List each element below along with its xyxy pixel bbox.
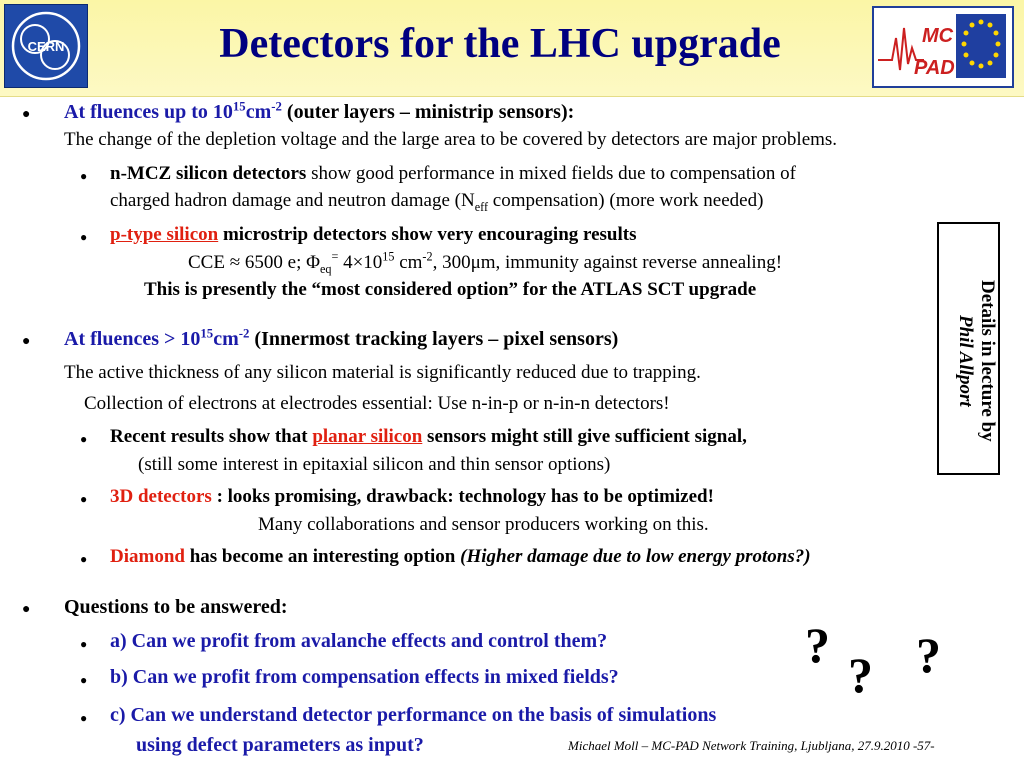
- section1-heading: [64, 101, 574, 124]
- bullet-icon: ●: [22, 107, 31, 122]
- lecture-reference-box: [937, 222, 1000, 475]
- section3-heading: Questions to be answered:: [64, 596, 288, 618]
- s2-b2-rest: : looks promising, drawback: technology has to be optimized!: [211, 486, 714, 507]
- cern-logo-text: CERN: [27, 39, 65, 54]
- s2-b1-b: sensors might still give sufficient signal,: [422, 426, 747, 447]
- question-b: b) Can we profit from compensation effects in mixed fields?: [110, 666, 619, 688]
- bullet-icon: ●: [80, 552, 88, 566]
- footer-credit: Michael Moll – MC-PAD Network Training, Ljubljana, 27.9.2010 -57-: [568, 738, 935, 753]
- s1-cce-sup3: -2: [422, 249, 433, 264]
- cern-logo: [4, 4, 88, 88]
- section2-description1: The active thickness of any silicon material is significantly reduced due to trapping.: [64, 362, 701, 383]
- bullet-icon: ●: [80, 492, 88, 506]
- s1-cce-d: , 300μm, immunity against reverse annealing!: [432, 252, 783, 273]
- s2-head-c: (Innermost tracking layers – pixel sensors): [249, 328, 619, 350]
- question-mark-3: ?: [916, 627, 941, 683]
- question-a: a) Can we profit from avalanche effects and control them?: [110, 630, 608, 652]
- s1-cce-sup2: 15: [382, 249, 395, 264]
- s1-bullet1-line2: [110, 190, 763, 212]
- s1-b1-line2-sub: eff: [474, 199, 489, 214]
- s1-cce-line: [188, 249, 783, 276]
- page-title: Detectors for the LHC upgrade: [219, 21, 781, 67]
- s1-b1-line2-b: compensation) (more work needed): [488, 190, 764, 211]
- s1-b1-bold: n-MCZ silicon detectors: [110, 163, 307, 184]
- s1-atlas-line: This is presently the “most considered option” for the ATLAS SCT upgrade: [144, 279, 757, 300]
- s2-bullet1-sub: (still some interest in epitaxial silicon and thin sensor options): [138, 454, 611, 475]
- s1-head-sup: 15: [232, 99, 246, 114]
- s1-bullet2: [110, 224, 637, 246]
- section2-heading: [64, 328, 618, 351]
- s1-head-b: cm: [245, 101, 272, 123]
- s2-b3-rest: has become an interesting option: [184, 546, 461, 567]
- s2-head-sup: 15: [200, 326, 214, 341]
- bullet-icon: ●: [80, 711, 88, 725]
- bullet-icon: ●: [22, 334, 31, 349]
- s2-b3-italic: (Higher damage due to low energy protons?): [460, 546, 811, 567]
- s2-bullet2-sub: Many collaborations and sensor producers working on this.: [258, 514, 709, 535]
- s2-bullet1: [110, 426, 747, 448]
- s2-b2-red: 3D detectors: [110, 486, 212, 507]
- s1-b1-rest: show good performance in mixed fields due to compensation of: [306, 163, 796, 184]
- s1-cce-sub: eq: [319, 261, 332, 276]
- s1-head-a: At fluences up to 10: [64, 101, 233, 123]
- s2-bullet3: [110, 546, 811, 568]
- question-mark-1: ?: [805, 617, 830, 673]
- sidebox-line1: Details in lecture by: [977, 279, 998, 442]
- sidebox-line2: Phil Allport: [955, 314, 976, 407]
- mcpad-logo-icon: [874, 8, 1012, 86]
- s1-cce-a: CCE ≈ 6500 e; Φ: [188, 252, 320, 273]
- section1-description: The change of the depletion voltage and the large area to be covered by detectors are major problems.: [64, 129, 838, 150]
- bullet-icon: ●: [80, 169, 88, 183]
- bullet-icon: ●: [80, 230, 88, 244]
- s1-b2-rest: microstrip detectors show very encouraging results: [218, 224, 637, 245]
- s1-b1-line2-a: charged hadron damage and neutron damage (N: [110, 190, 475, 211]
- question-c-line1: c) Can we understand detector performance on the basis of simulations: [110, 704, 717, 726]
- s2-b3-red: Diamond: [110, 546, 185, 567]
- bullet-icon: ●: [80, 432, 88, 446]
- s1-b2-red: p-type silicon: [110, 224, 219, 245]
- bullet-icon: ●: [22, 602, 31, 617]
- s2-b1-red: planar silicon: [312, 426, 423, 447]
- s2-b1-a: Recent results show that: [110, 426, 313, 447]
- question-c-line2: using defect parameters as input?: [136, 734, 424, 756]
- s1-cce-sup: =: [331, 249, 339, 264]
- section2-description2: Collection of electrons at electrodes essential: Use n-in-p or n-in-n detectors!: [84, 393, 670, 414]
- s1-cce-c: cm: [394, 252, 423, 273]
- bullet-icon: ●: [80, 637, 88, 651]
- mcpad-logo: [872, 6, 1014, 88]
- bullet-icon: ●: [80, 673, 88, 687]
- s2-bullet2: [110, 486, 714, 508]
- s2-head-sup2: -2: [238, 326, 250, 341]
- s1-bullet1: [110, 163, 796, 185]
- question-mark-2: ?: [848, 647, 873, 703]
- mcpad-logo-top: MC: [922, 25, 954, 47]
- s1-cce-b: 4×10: [338, 252, 383, 273]
- s1-head-c: (outer layers – ministrip sensors):: [281, 101, 575, 123]
- mcpad-logo-bottom: PAD: [914, 57, 955, 79]
- cern-logo-icon: [5, 5, 87, 87]
- s1-head-sup2: -2: [271, 99, 282, 114]
- s2-head-b: cm: [213, 328, 239, 350]
- s2-head-a: At fluences > 10: [64, 328, 201, 350]
